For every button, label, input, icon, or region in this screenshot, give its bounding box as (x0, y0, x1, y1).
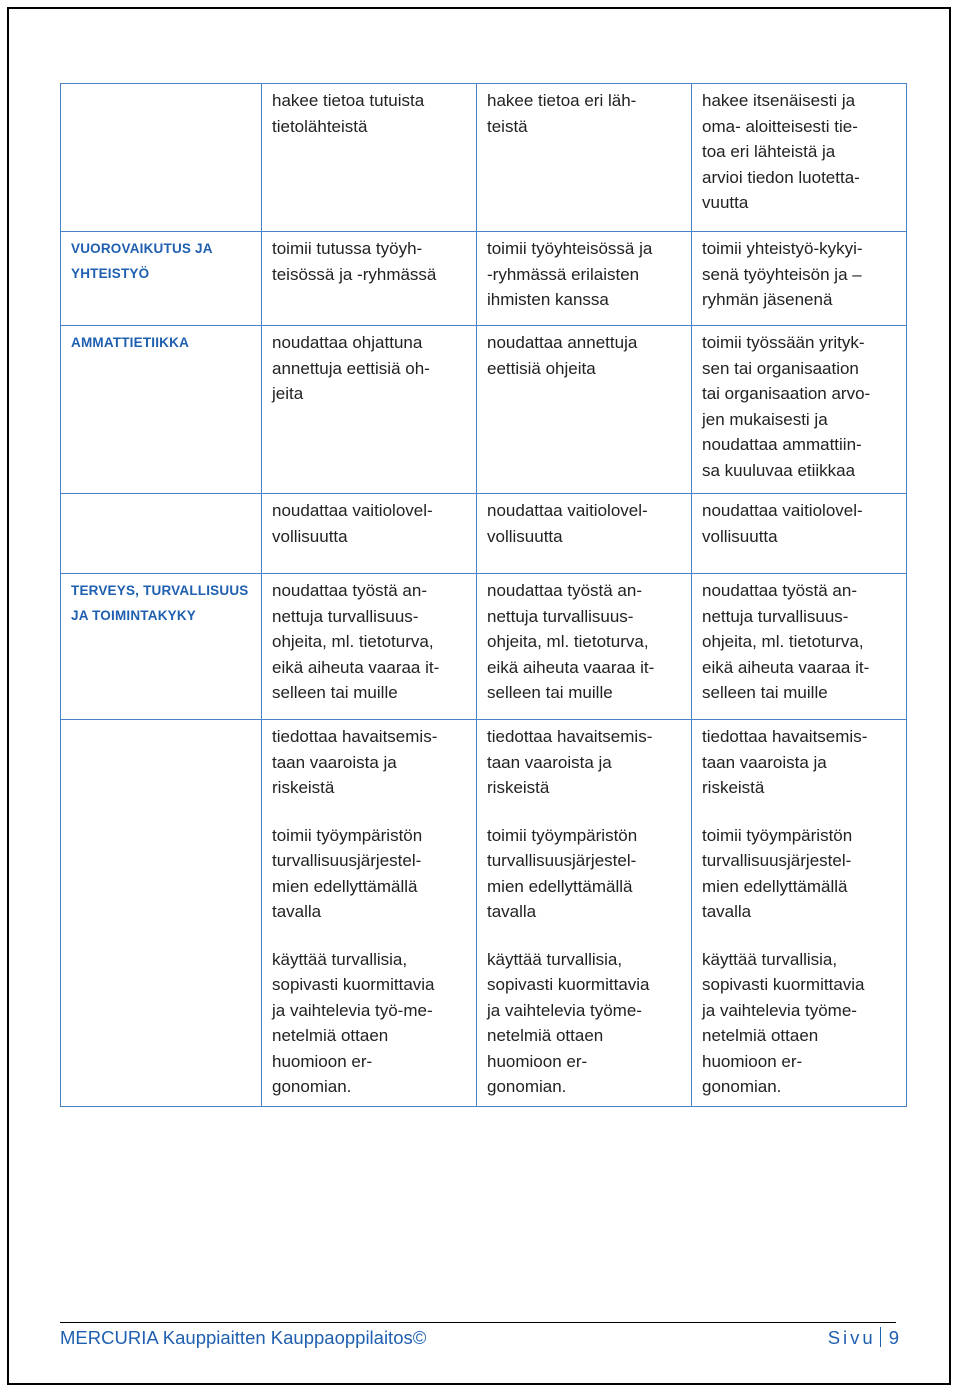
criteria-text: toimii työympäristön turvallisuusjärjestel- mien edellyttämällä tavalla (272, 825, 423, 921)
footer-page-indicator (828, 1327, 902, 1349)
level-cell (262, 84, 477, 232)
level-cell (477, 326, 692, 494)
criteria-text: toimii työympäristön turvallisuusjärjestel- mien edellyttämällä tavalla (487, 825, 638, 921)
table-row (61, 84, 907, 232)
criteria-text: käyttää turvallisia, sopivasti kuormittavia ja vaihtelevia työ-me- netelmiä ottaen huomioon er- gonomian. (272, 949, 435, 1096)
level-cell (692, 720, 907, 1107)
criteria-text: toimii työyhteisössä ja -ryhmässä erilaisten ihmisten kanssa (487, 239, 653, 309)
category-label: TERVEYS, TURVALLISUUS JA TOIMINTAKYKY (71, 583, 249, 623)
footer-separator (880, 1327, 881, 1347)
criteria-text: toimii työympäristön turvallisuusjärjestel- mien edellyttämällä tavalla (702, 825, 853, 921)
criteria-text: käyttää turvallisia, sopivasti kuormittavia ja vaihtelevia työme- netelmiä ottaen huomioon er- gonomian. (702, 949, 865, 1096)
level-cell (262, 574, 477, 720)
criteria-text: tiedottaa havaitsemis- taan vaaroista ja riskeistä (272, 727, 438, 797)
category-cell (61, 232, 262, 326)
criteria-text: noudattaa työstä an- nettuja turvallisuus- ohjeita, ml. tietoturva, eikä aiheuta vaaraa it- selleen tai muille (702, 581, 870, 702)
level-cell (692, 494, 907, 574)
table-row (61, 326, 907, 494)
category-cell (61, 494, 262, 574)
level-cell (692, 232, 907, 326)
criteria-text: toimii tutussa työyh- teisössä ja -ryhmässä (272, 239, 437, 284)
criteria-text: toimii työssään yrityk- sen tai organisaation tai organisaation arvo- jen mukaisesti ja noudattaa ammattiin- sa kuuluvaa etiikkaa (702, 333, 871, 480)
table-row (61, 494, 907, 574)
category-label: AMMATTIETIIKKA (71, 335, 190, 350)
level-cell (477, 574, 692, 720)
level-cell (477, 232, 692, 326)
page-footer (60, 1327, 906, 1355)
level-cell (262, 720, 477, 1107)
footer-school-name: MERCURIA Kauppiaitten Kauppaoppilaitos© (60, 1327, 427, 1348)
criteria-text: tiedottaa havaitsemis- taan vaaroista ja riskeistä (487, 727, 653, 797)
level-cell (692, 326, 907, 494)
footer-page-label: Sivu (827, 1327, 876, 1348)
level-cell (477, 84, 692, 232)
criteria-text: noudattaa vaitiolovel- vollisuutta (272, 501, 433, 546)
category-cell (61, 84, 262, 232)
criteria-table (60, 83, 907, 1107)
category-label: VUOROVAIKUTUS JA YHTEISTYÖ (71, 241, 213, 281)
footer-rule (60, 1322, 896, 1323)
category-cell (61, 326, 262, 494)
category-cell (61, 720, 262, 1107)
criteria-text: noudattaa työstä an- nettuja turvallisuus- ohjeita, ml. tietoturva, eikä aiheuta vaaraa it- selleen tai muille (487, 581, 655, 702)
level-cell (692, 84, 907, 232)
level-cell (477, 494, 692, 574)
criteria-text: hakee tietoa tutuista tietolähteistä (272, 91, 425, 136)
criteria-text: toimii yhteistyö-kykyi- senä työyhteisön ja – ryhmän jäsenenä (702, 239, 863, 309)
level-cell (262, 494, 477, 574)
footer-page-number: 9 (888, 1327, 902, 1348)
category-cell (61, 574, 262, 720)
level-cell (477, 720, 692, 1107)
criteria-text: tiedottaa havaitsemis- taan vaaroista ja riskeistä (702, 727, 868, 797)
criteria-text: noudattaa vaitiolovel- vollisuutta (702, 501, 863, 546)
criteria-text: noudattaa ohjattuna annettuja eettisiä oh- jeita (272, 333, 430, 403)
level-cell (262, 232, 477, 326)
criteria-text: käyttää turvallisia, sopivasti kuormittavia ja vaihtelevia työme- netelmiä ottaen huomioon er- gonomian. (487, 949, 650, 1096)
level-cell (262, 326, 477, 494)
table-row (61, 232, 907, 326)
criteria-text: hakee tietoa eri läh- teistä (487, 91, 637, 136)
table-row (61, 720, 907, 1107)
criteria-text: hakee itsenäisesti ja oma- aloitteisesti tie- toa eri lähteistä ja arvioi tiedon luotetta- vuutta (702, 91, 860, 212)
criteria-text: noudattaa vaitiolovel- vollisuutta (487, 501, 648, 546)
table-row (61, 574, 907, 720)
criteria-text: noudattaa työstä an- nettuja turvallisuus- ohjeita, ml. tietoturva, eikä aiheuta vaaraa it- selleen tai muille (272, 581, 440, 702)
criteria-text: noudattaa annettuja eettisiä ohjeita (487, 333, 638, 378)
level-cell (692, 574, 907, 720)
